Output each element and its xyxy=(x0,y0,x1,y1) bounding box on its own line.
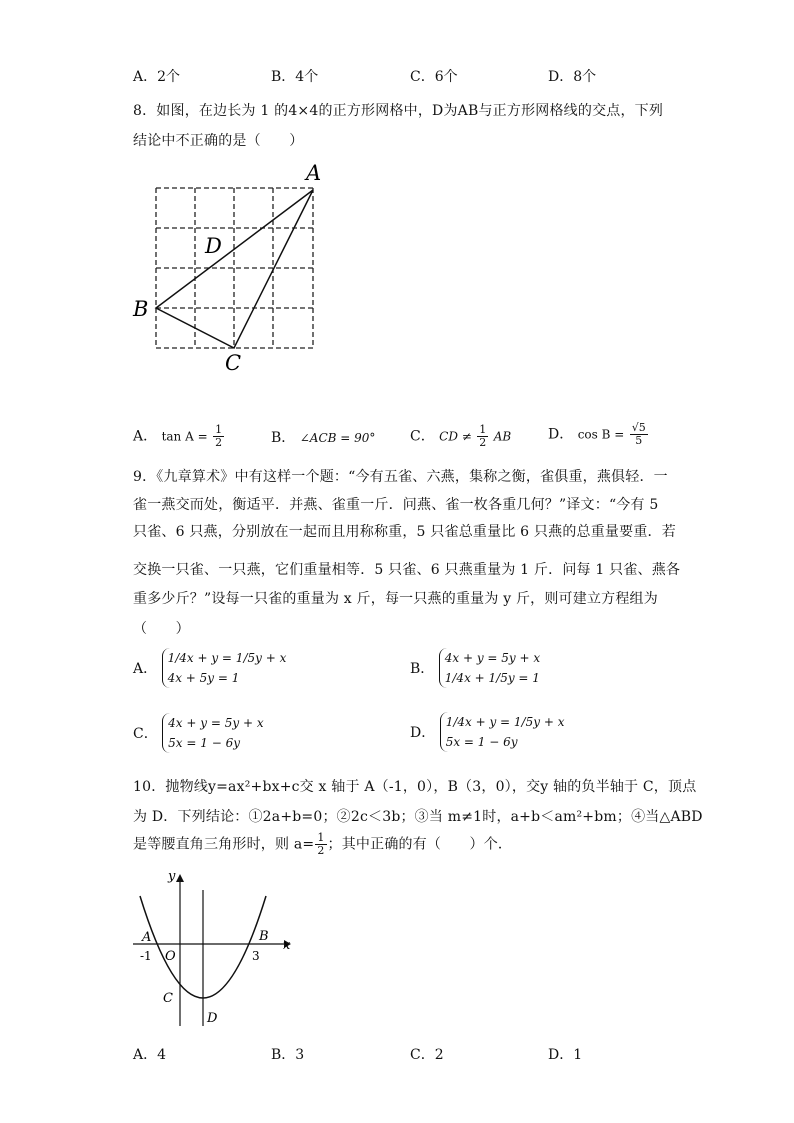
q9-stem-line6: （ ） xyxy=(133,621,190,637)
q9-option-d-prefix: D． xyxy=(410,725,436,741)
q8-option-a-den: 2 xyxy=(215,436,223,449)
q9-stem-line3: 只雀、6 只燕，分别放在一起而且用称称重，5 只雀总重量比 6 只燕的总重量要重．若 xyxy=(133,524,676,540)
graph-label-c: C xyxy=(163,991,173,1006)
graph-label-3: 3 xyxy=(252,949,260,963)
q7-option-a: A．2个 xyxy=(133,69,181,85)
q9-option-d xyxy=(410,712,564,752)
q8-option-c-prefix: C． xyxy=(410,428,435,445)
graph-label-x: x xyxy=(283,938,291,953)
graph-label-o: O xyxy=(165,949,176,964)
q8-option-b-prefix: B． xyxy=(271,430,296,446)
q10-option-d: D．1 xyxy=(548,1047,583,1063)
q8-option-a-prefix: A． xyxy=(133,428,158,445)
q8-option-d-prefix: D． xyxy=(548,426,574,443)
q9-option-b xyxy=(410,648,540,688)
q9-stem-line4: 交换一只雀、一只燕，它们重量相等．5 只雀、6 只燕重量为 1 斤．问每 1 只雀、燕各 xyxy=(133,562,681,578)
q8-stem-line1: 8．如图，在边长为 1 的4×4的正方形网格中，D为AB与正方形网格线的交点，下列 xyxy=(133,103,664,119)
graph-label-d: D xyxy=(207,1011,218,1026)
q8-option-c-num: 1 xyxy=(479,423,487,436)
q9-option-a-eq2: 4x + 5y = 1 xyxy=(167,671,240,685)
q10-stem-line3 xyxy=(133,832,512,857)
q8-option-c-den: 2 xyxy=(479,436,487,449)
q8-stem-line2: 结论中不正确的是（ ） xyxy=(133,133,304,149)
label-a: A xyxy=(306,161,322,185)
q8-option-a-expr: tan A = xyxy=(161,429,208,444)
q9-option-b-eq1: 4x + y = 5y + x xyxy=(444,651,541,665)
q10-stem-line2: 为 D．下列结论：①2a+b=0；②2c＜3b；③当 m≠1时，a+b＜am²+bm；④当△ABD xyxy=(133,809,703,825)
q9-option-c-prefix: C． xyxy=(133,726,158,742)
label-c: C xyxy=(225,351,242,375)
q10-option-c: C．2 xyxy=(410,1047,444,1063)
q8-option-d-num: √5 xyxy=(631,421,646,434)
q10-stem-line3-post: ；其中正确的有（ ）个． xyxy=(327,836,513,853)
q9-option-b-eq2: 1/4x + 1/5y = 1 xyxy=(444,671,540,685)
q8-option-a-num: 1 xyxy=(215,423,223,436)
q10-frac-num: 1 xyxy=(317,831,325,844)
graph-label-y: y xyxy=(168,869,176,884)
q9-option-a-prefix: A． xyxy=(133,661,158,677)
q8-option-c-ab: AB xyxy=(493,429,512,444)
q9-option-a-eq1: 1/4x + y = 1/5y + x xyxy=(167,651,287,665)
q8-option-b-expr: ∠ACB = 90° xyxy=(299,431,376,445)
q10-parabola-figure xyxy=(128,868,298,1033)
q8-option-d-den: 5 xyxy=(635,434,643,447)
graph-label-b: B xyxy=(259,929,269,944)
q10-frac-den: 2 xyxy=(317,844,325,857)
q9-stem-line5: 重多少斤？”设每一只雀的重量为 x 斤，每一只燕的重量为 y 斤，则可建立方程组为 xyxy=(133,591,658,607)
q7-option-b: B．4个 xyxy=(271,69,319,85)
q7-option-d: D．8个 xyxy=(548,69,597,85)
q8-grid-figure xyxy=(125,155,335,380)
q9-stem-line1: 9．《九章算术》中有这样一个题：“今有五雀、六燕，集称之衡，雀俱重，燕俱轻．一 xyxy=(133,469,668,485)
q8-option-a xyxy=(133,424,225,449)
q10-option-b: B．3 xyxy=(271,1047,305,1063)
q10-stem-line3-pre: 是等腰直角三角形时，则 a= xyxy=(133,836,315,853)
q9-option-d-eq2: 5x = 1 − 6y xyxy=(445,735,518,749)
q8-option-d-expr: cos B = xyxy=(577,427,625,442)
q9-option-b-prefix: B． xyxy=(410,661,435,677)
q9-option-d-eq1: 1/4x + y = 1/5y + x xyxy=(445,715,565,729)
q9-option-c-eq2: 5x = 1 − 6y xyxy=(168,736,240,750)
q9-stem-line2: 雀一燕交而处，衡适平．并燕、雀重一斤．问燕、雀一枚各重几何？”译文：“今有 5 xyxy=(133,497,659,513)
q9-option-c xyxy=(133,713,264,753)
graph-label-neg1: -1 xyxy=(140,949,152,963)
q10-option-a: A．4 xyxy=(133,1047,167,1063)
q8-option-c xyxy=(410,424,511,449)
graph-label-a: A xyxy=(142,930,152,945)
label-d: D xyxy=(205,234,222,258)
q10-stem-line1: 10．抛物线y=ax²+bx+c交 x 轴于 A（-1，0），B（3，0），交y 轴的负半轴于 C，顶点 xyxy=(133,779,697,795)
q9-option-a xyxy=(133,648,286,688)
y-axis-arrow xyxy=(176,874,184,882)
q9-option-c-eq1: 4x + y = 5y + x xyxy=(168,716,264,730)
q8-option-b xyxy=(271,427,375,447)
q8-option-d xyxy=(548,422,649,447)
label-b: B xyxy=(133,297,149,321)
q7-option-c: C．6个 xyxy=(410,69,458,85)
q8-option-c-expr: CD ≠ xyxy=(439,429,472,444)
